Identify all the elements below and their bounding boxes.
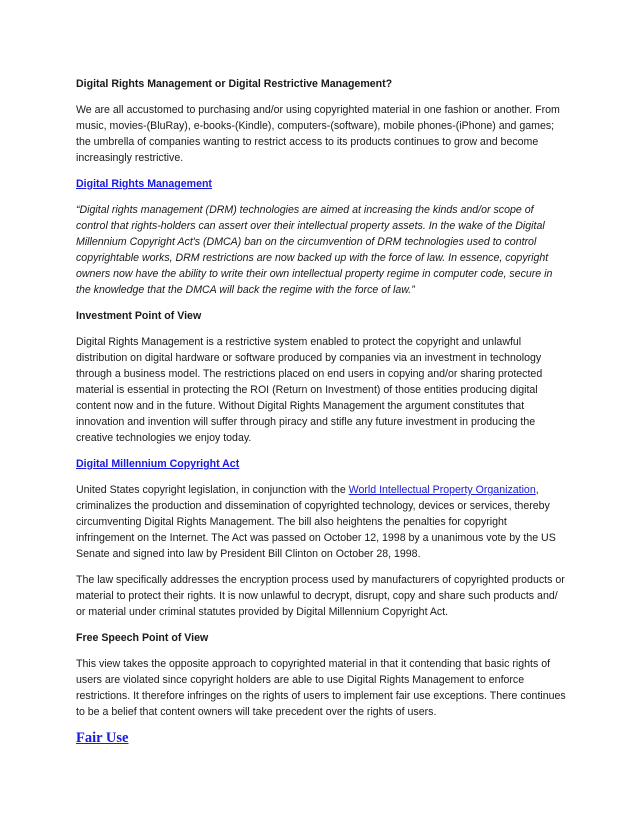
- wipo-link[interactable]: World Intellectual Property Organization: [348, 484, 536, 496]
- speech-heading: Free Speech Point of View: [76, 632, 209, 644]
- fair-use-link[interactable]: Fair Use: [76, 730, 129, 746]
- speech-paragraph: This view takes the opposite approach to copyrighted material in that it contending that basic rights of users are violated since copyright holders are able to use Digital Rights Management to enforce restrictions. It therefore infringes on the rights of users to implement fair use exceptions. There continues to be a belief that content owners will take precedent over the rights of users.: [76, 658, 566, 718]
- investment-paragraph: Digital Rights Management is a restrictive system enabled to protect the copyright and unlawful distribution on digital hardware or software produced by companies via an investment in technology through a business model. The restrictions placed on end users in copying and/or sharing protected material is essential in protecting the ROI (Return on Investment) of those entities producing digital content now and in the future. Without Digital Rights Management the argument constitutes that innovation and invention will suffer through piracy and stifle any future investment in producing the creative technologies we enjoy today.: [76, 336, 543, 444]
- document-title: Digital Rights Management or Digital Restrictive Management?: [76, 78, 393, 90]
- dmca-link[interactable]: Digital Millennium Copyright Act: [76, 458, 240, 470]
- dmca-text-after: , criminalizes the production and dissemination of copyrighted technology, devices or services, thereby circumventing Digital Rights Management. The bill also heightens the penalties for copyright infringement on the Internet. The Act was passed on October 12, 1998 by a unanimous vote by the US Senate and signed into law by President Bill Clinton on October 28, 1998.: [76, 484, 556, 560]
- dmca-paragraph: [76, 482, 566, 562]
- drm-link[interactable]: Digital Rights Management: [76, 178, 212, 190]
- dmca-text-before: United States copyright legislation, in conjunction with the: [76, 484, 349, 496]
- document-page: [76, 76, 566, 747]
- drm-quote: “Digital rights management (DRM) technologies are aimed at increasing the kinds and/or scope of control that rights-holders can assert over their intellectual property assets. In the wake of the Digital Millennium Copyright Act's (DMCA) ban on the circumvention of DRM technologies used to control copyrightable works, DRM restrictions are now backed up with the force of law. In essence, copyright owners now have the ability to write their own intellectual property regime in computer code, secure in the knowledge that the DMCA will back the regime with the force of law.”: [76, 204, 553, 296]
- investment-heading: Investment Point of View: [76, 310, 202, 322]
- intro-paragraph: We are all accustomed to purchasing and/or using copyrighted material in one fashion or another. From music, movies-(BluRay), e-books-(Kindle), computers-(software), mobile phones-(iPhone) and games; the umbrella of companies wanting to restrict access to its products continues to grow and become increasingly restrictive.: [76, 104, 560, 164]
- law-paragraph: The law specifically addresses the encryption process used by manufacturers of copyrighted products or material to protect their rights. It is now unlawful to decrypt, disrupt, copy and share such products and/ or material under criminal statutes provided by Digital Millennium Copyright Act.: [76, 574, 565, 618]
